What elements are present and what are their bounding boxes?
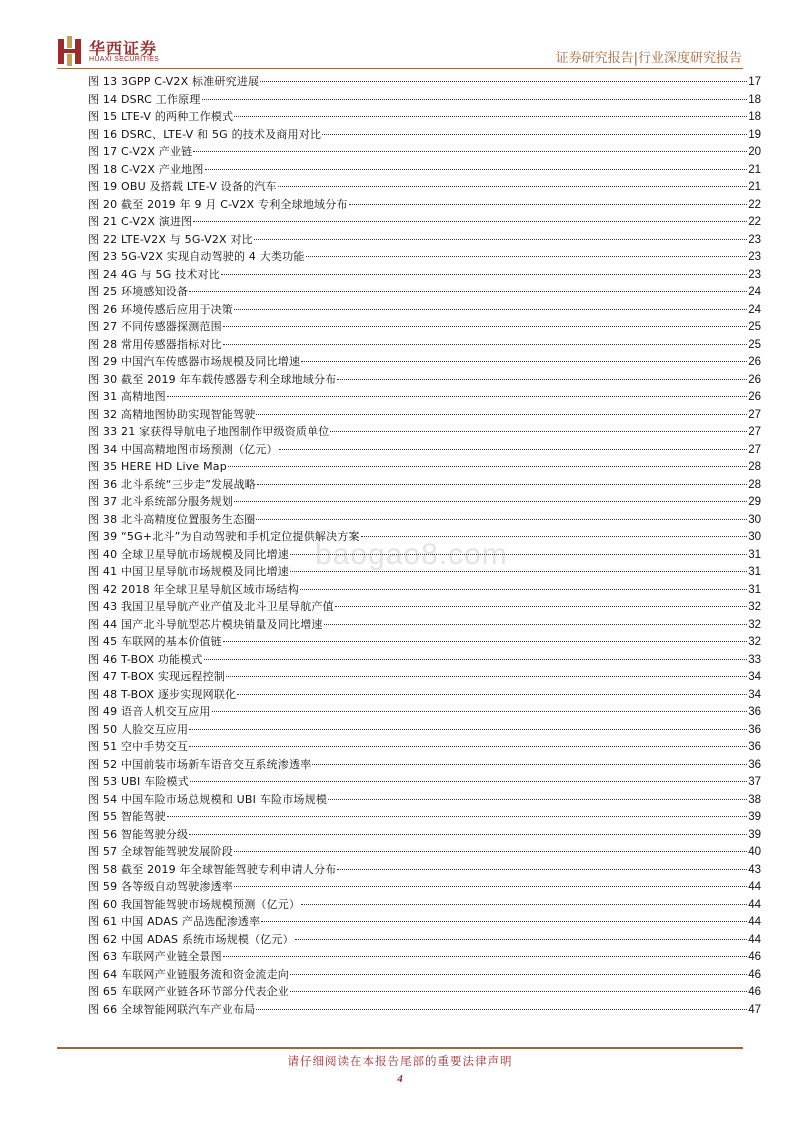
toc-entry-label: 图 53 UBI 车险模式 [88, 775, 189, 788]
toc-entry-label: 图 34 中国高精地图市场预测（亿元） [88, 442, 278, 456]
toc-entry[interactable] [88, 441, 761, 459]
toc-leader-dots [223, 956, 747, 957]
toc-entry-label: 图 20 截至 2019 年 9 月 C-V2X 专利全球地域分布 [88, 197, 348, 211]
toc-leader-dots [256, 414, 747, 415]
toc-entry-label: 图 14 DSRC 工作原理 [88, 92, 201, 106]
toc-entry-page: 46 [748, 951, 761, 963]
toc-entry[interactable] [88, 581, 761, 599]
toc-entry-label: 图 59 各等级自动驾驶渗透率 [88, 880, 233, 893]
toc-entry-page: 40 [748, 846, 761, 858]
toc-entry[interactable] [88, 423, 761, 441]
toc-entry-label: 图 47 T-BOX 实现远程控制 [88, 670, 226, 683]
toc-entry-label: 图 42 2018 年全球卫星导航区域市场结构 [88, 582, 300, 596]
toc-entry-label: 图 66 全球智能网联汽车产业布局 [88, 1002, 256, 1016]
toc-entry[interactable] [88, 248, 761, 266]
toc-entry[interactable] [88, 791, 761, 809]
toc-entry-page: 26 [748, 356, 761, 368]
toc-leader-dots [322, 134, 747, 135]
toc-entry-page: 44 [748, 881, 761, 893]
toc-entry-label: 图 46 T-BOX 功能模式 [88, 652, 203, 666]
toc-entry[interactable] [88, 213, 761, 231]
toc-entry-label: 图 15 LTE-V 的两种工作模式 [88, 110, 234, 123]
report-type-label: 证券研究报告|行业深度研究报告 [555, 51, 742, 66]
toc-entry[interactable] [88, 598, 761, 616]
toc-entry-page: 31 [748, 548, 761, 561]
toc-entry-page: 39 [748, 811, 761, 823]
toc-entry-label: 图 30 截至 2019 年车载传感器专利全球地域分布 [88, 372, 337, 386]
toc-entry-page: 27 [748, 443, 761, 456]
toc-entry-label: 图 52 中国前装市场新车语音交互系统渗透率 [88, 757, 312, 771]
toc-entry-page: 17 [748, 76, 761, 88]
toc-entry[interactable] [88, 633, 761, 651]
toc-leader-dots [204, 659, 748, 660]
toc-entry[interactable] [88, 826, 761, 844]
toc-entry[interactable] [88, 126, 761, 144]
toc-entry-page: 47 [748, 1003, 761, 1016]
toc-entry-label: 图 48 T-BOX 逐步实现网联化 [88, 687, 237, 701]
toc-entry-page: 22 [748, 198, 761, 211]
toc-leader-dots [234, 851, 747, 852]
toc-leader-dots [193, 221, 747, 222]
toc-leader-dots [330, 431, 747, 432]
toc-entry[interactable] [88, 283, 761, 301]
toc-entry[interactable] [88, 1001, 761, 1019]
toc-entry-page: 34 [748, 688, 761, 701]
toc-leader-dots [237, 694, 747, 695]
toc-entry-label: 图 51 空中手势交互 [88, 740, 189, 753]
toc-entry-page: 33 [748, 653, 761, 666]
toc-entry[interactable] [88, 738, 761, 756]
toc-entry-page: 21 [748, 181, 761, 193]
toc-leader-dots [278, 186, 748, 187]
toc-leader-dots [189, 729, 747, 730]
toc-entry-label: 图 33 21 家获得导航电子地图制作甲级资质单位 [88, 425, 330, 438]
toc-entry-page: 32 [748, 601, 761, 613]
toc-entry[interactable] [88, 931, 761, 949]
toc-entry[interactable] [88, 686, 761, 704]
toc-leader-dots [290, 991, 747, 992]
toc-entry-label: 图 38 北斗高精度位置服务生态圈 [88, 512, 256, 526]
toc-entry-label: 图 58 截至 2019 年全球智能驾驶专利申请人分布 [88, 862, 337, 876]
toc-entry[interactable] [88, 406, 761, 424]
toc-entry-page: 43 [748, 863, 761, 876]
toc-entry[interactable] [88, 703, 761, 721]
toc-entry-page: 27 [748, 426, 761, 438]
toc-leader-dots [256, 519, 747, 520]
toc-entry[interactable] [88, 651, 761, 669]
huaxi-logo-icon [57, 36, 85, 66]
toc-leader-dots [337, 379, 747, 380]
toc-entry-label: 图 43 我国卫星导航产业产值及北斗卫星导航产值 [88, 600, 334, 613]
toc-entry-label: 图 44 国产北斗导航型芯片模块销量及同比增速 [88, 617, 323, 631]
toc-entry-label: 图 62 中国 ADAS 系统市场规模（亿元） [88, 932, 294, 946]
toc-entry[interactable] [88, 318, 761, 336]
toc-entry-page: 36 [748, 723, 761, 736]
toc-entry[interactable] [88, 196, 761, 214]
toc-entry-label: 图 41 中国卫星导航市场规模及同比增速 [88, 565, 289, 578]
toc-entry[interactable] [88, 73, 761, 91]
toc-entry-label: 图 60 我国智能驾驶市场规模预测（亿元） [88, 897, 301, 911]
toc-leader-dots [328, 799, 747, 800]
toc-entry-page: 31 [748, 583, 761, 596]
toc-entry-page: 24 [748, 303, 761, 316]
company-logo [57, 36, 197, 68]
toc-leader-dots [189, 746, 747, 747]
toc-entry-page: 32 [748, 618, 761, 631]
toc-entry-page: 20 [748, 146, 761, 158]
toc-entry-page: 27 [748, 408, 761, 421]
toc-leader-dots [279, 449, 747, 450]
toc-entry-label: 图 49 语音人机交互应用 [88, 705, 211, 718]
toc-entry[interactable] [88, 563, 761, 581]
toc-entry-label: 图 32 高精地图协助实现智能驾驶 [88, 407, 256, 421]
toc-entry-label: 图 37 北斗系统部分服务规划 [88, 495, 233, 508]
toc-leader-dots [234, 116, 747, 117]
toc-leader-dots [189, 834, 747, 835]
toc-leader-dots [221, 274, 747, 275]
toc-entry[interactable] [88, 458, 761, 476]
toc-entry-page: 44 [748, 933, 761, 946]
toc-entry-label: 图 36 北斗系统“三步走”发展战略 [88, 477, 256, 491]
page-number: 4 [397, 1073, 403, 1085]
toc-entry-label: 图 27 不同传感器探测范围 [88, 320, 222, 333]
toc-leader-dots [205, 169, 748, 170]
toc-leader-dots [337, 869, 747, 870]
toc-entry-page: 19 [748, 128, 761, 141]
toc-entry-label: 图 55 智能驾驶 [88, 810, 166, 823]
toc-entry-page: 29 [748, 496, 761, 508]
toc-leader-dots [226, 676, 747, 677]
toc-entry-label: 图 16 DSRC、LTE-V 和 5G 的技术及商用对比 [88, 127, 322, 141]
toc-leader-dots [324, 624, 748, 625]
toc-entry[interactable] [88, 231, 761, 249]
toc-entry-label: 图 26 环境传感后应用于决策 [88, 302, 233, 316]
toc-entry-page: 46 [748, 986, 761, 998]
toc-entry-label: 图 45 车联网的基本价值链 [88, 635, 222, 648]
toc-entry[interactable] [88, 91, 761, 109]
toc-entry-page: 37 [748, 776, 761, 788]
toc-entry[interactable] [88, 896, 761, 914]
toc-entry-page: 44 [748, 916, 761, 928]
toc-entry-label: 图 31 高精地图 [88, 390, 166, 403]
toc-entry-page: 21 [748, 163, 761, 176]
toc-entry[interactable] [88, 493, 761, 511]
toc-leader-dots [361, 536, 747, 537]
toc-entry-page: 30 [748, 513, 761, 526]
toc-entry-label: 图 23 5G-V2X 实现自动驾驶的 4 大类功能 [88, 250, 305, 263]
company-name-en: HUAXI SECURITIES [89, 56, 160, 63]
toc-leader-dots [234, 501, 747, 502]
toc-entry-page: 18 [748, 111, 761, 123]
toc-entry-page: 36 [748, 758, 761, 771]
toc-entry-page: 26 [748, 373, 761, 386]
toc-leader-dots [301, 904, 747, 905]
toc-leader-dots [301, 361, 747, 362]
toc-leader-dots [202, 99, 748, 100]
toc-entry-page: 32 [748, 636, 761, 648]
toc-entry-label: 图 13 3GPP C-V2X 标准研究进展 [88, 75, 260, 88]
toc-leader-dots [306, 256, 748, 257]
toc-entry[interactable] [88, 756, 761, 774]
toc-leader-dots [223, 326, 747, 327]
toc-leader-dots [260, 81, 747, 82]
toc-entry-page: 23 [748, 233, 761, 246]
toc-entry[interactable] [88, 983, 761, 1001]
company-name-cn: 华西证券 [89, 39, 158, 58]
toc-entry-page: 28 [748, 461, 761, 473]
toc-entry-label: 图 50 人脸交互应用 [88, 722, 189, 736]
toc-entry-page: 23 [748, 268, 761, 281]
toc-entry[interactable] [88, 773, 761, 791]
toc-leader-dots [223, 641, 747, 642]
toc-entry[interactable] [88, 913, 761, 931]
toc-leader-dots [167, 816, 747, 817]
toc-entry-page: 46 [748, 968, 761, 981]
toc-entry[interactable] [88, 108, 761, 126]
toc-entry[interactable] [88, 476, 761, 494]
toc-entry-page: 26 [748, 391, 761, 403]
toc-entry-page: 36 [748, 706, 761, 718]
toc-entry[interactable] [88, 528, 761, 546]
toc-entry-label: 图 17 C-V2X 产业链 [88, 145, 193, 158]
toc-entry[interactable] [88, 301, 761, 319]
toc-entry-page: 39 [748, 828, 761, 841]
toc-entry-label: 图 57 全球智能驾驶发展阶段 [88, 845, 233, 858]
toc-entry-label: 图 39 “5G+北斗”为自动驾驶和手机定位提供解决方案 [88, 530, 360, 543]
toc-entry-page: 38 [748, 793, 761, 806]
toc-entry[interactable] [88, 353, 761, 371]
toc-leader-dots [257, 484, 747, 485]
toc-entry-label: 图 61 中国 ADAS 产品选配渗透率 [88, 915, 261, 928]
toc-entry-page: 25 [748, 321, 761, 333]
toc-entry[interactable] [88, 371, 761, 389]
toc-leader-dots [234, 309, 747, 310]
toc-leader-dots [212, 711, 748, 712]
toc-entry-label: 图 21 C-V2X 演进图 [88, 215, 193, 228]
toc-entry[interactable] [88, 266, 761, 284]
toc-entry-label: 图 22 LTE-V2X 与 5G-V2X 对比 [88, 232, 253, 246]
toc-entry[interactable] [88, 511, 761, 529]
toc-entry-label: 图 65 车联网产业链各环节部分代表企业 [88, 985, 289, 998]
toc-entry[interactable] [88, 388, 761, 406]
toc-leader-dots [349, 204, 748, 205]
toc-entry[interactable] [88, 721, 761, 739]
toc-leader-dots [312, 764, 747, 765]
toc-entry[interactable] [88, 878, 761, 896]
toc-entry[interactable] [88, 843, 761, 861]
toc-entry-label: 图 25 环境感知设备 [88, 285, 189, 298]
toc-entry-page: 23 [748, 251, 761, 263]
figure-list [88, 73, 761, 1018]
toc-entry-page: 22 [748, 216, 761, 228]
toc-entry-label: 图 63 车联网产业链全景图 [88, 950, 222, 963]
toc-entry-page: 30 [748, 531, 761, 543]
toc-entry-page: 31 [748, 566, 761, 578]
toc-leader-dots [256, 1009, 747, 1010]
toc-entry-label: 图 35 HERE HD Live Map [88, 460, 227, 473]
watermark: baogao8.com [315, 538, 508, 571]
toc-leader-dots [295, 939, 747, 940]
toc-leader-dots [190, 781, 747, 782]
header-divider [57, 68, 743, 69]
toc-entry[interactable] [88, 668, 761, 686]
toc-leader-dots [189, 291, 747, 292]
toc-entry-label: 图 18 C-V2X 产业地图 [88, 162, 204, 176]
toc-entry[interactable] [88, 966, 761, 984]
toc-leader-dots [223, 344, 747, 345]
toc-entry-label: 图 28 常用传感器指标对比 [88, 337, 222, 351]
toc-entry-label: 图 54 中国车险市场总规模和 UBI 车险市场规模 [88, 792, 328, 806]
toc-entry[interactable] [88, 861, 761, 879]
toc-entry[interactable] [88, 143, 761, 161]
toc-entry-label: 图 19 OBU 及搭载 LTE-V 设备的汽车 [88, 180, 277, 193]
toc-leader-dots [290, 974, 747, 975]
toc-entry[interactable] [88, 808, 761, 826]
toc-entry[interactable] [88, 178, 761, 196]
toc-entry-label: 图 64 车联网产业链服务流和资金流走向 [88, 967, 289, 981]
toc-entry[interactable] [88, 948, 761, 966]
toc-leader-dots [300, 589, 747, 590]
toc-entry[interactable] [88, 336, 761, 354]
toc-entry-label: 图 56 智能驾驶分级 [88, 827, 189, 841]
toc-leader-dots [193, 151, 747, 152]
toc-entry-page: 34 [748, 671, 761, 683]
toc-entry-label: 图 24 4G 与 5G 技术对比 [88, 267, 220, 281]
toc-entry-page: 24 [748, 286, 761, 298]
toc-leader-dots [335, 606, 747, 607]
toc-leader-dots [290, 554, 747, 555]
toc-entry[interactable] [88, 161, 761, 179]
toc-leader-dots [261, 921, 747, 922]
toc-leader-dots [228, 466, 747, 467]
toc-entry-label: 图 40 全球卫星导航市场规模及同比增速 [88, 547, 289, 561]
toc-entry[interactable] [88, 616, 761, 634]
toc-leader-dots [167, 396, 747, 397]
footer-divider [57, 1047, 743, 1049]
legal-disclaimer: 请仔细阅读在本报告尾部的重要法律声明 [287, 1054, 513, 1068]
toc-entry-label: 图 29 中国汽车传感器市场规模及同比增速 [88, 355, 301, 368]
toc-entry-page: 25 [748, 338, 761, 351]
toc-entry-page: 18 [748, 93, 761, 106]
toc-entry-page: 36 [748, 741, 761, 753]
toc-leader-dots [254, 239, 747, 240]
toc-leader-dots [234, 886, 747, 887]
toc-entry-page: 44 [748, 898, 761, 911]
toc-entry-page: 28 [748, 478, 761, 491]
toc-leader-dots [290, 571, 747, 572]
toc-entry[interactable] [88, 546, 761, 564]
page-header [0, 0, 800, 70]
